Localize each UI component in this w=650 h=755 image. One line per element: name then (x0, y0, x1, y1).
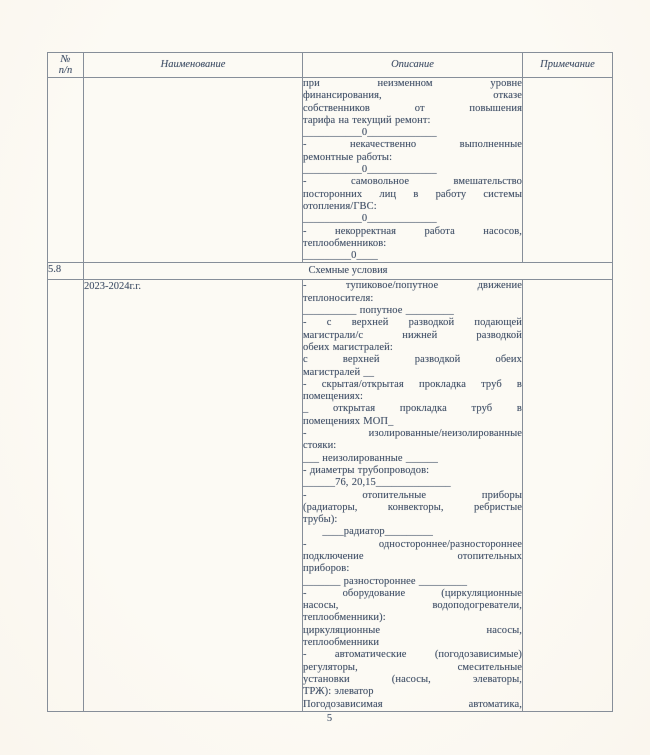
name-cell-empty (84, 78, 303, 263)
description-line: - оборудование (циркуляционные (303, 587, 522, 599)
description-line: ______76, 20,15______________ (303, 477, 451, 489)
description-line: приборов: (303, 563, 350, 575)
num-cell-empty (48, 280, 84, 711)
description-line: отопления/ГВС: (303, 200, 377, 212)
column-header-name: Наименование (84, 53, 303, 78)
description-line: магистралей __ (303, 366, 375, 378)
description-line: __________ попутное _________ (303, 305, 454, 317)
description-line: ___________0_____________ (303, 164, 437, 176)
description-line: обеих магистралей: (303, 341, 393, 353)
description-line: - некорректная работа насосов, (303, 225, 522, 237)
description-line: - с верхней разводкой подающей (303, 317, 522, 329)
description-line: финансирования, отказе (303, 90, 522, 102)
page-number: 5 (326, 713, 333, 724)
section-number: 5.8 (48, 263, 84, 280)
description-cell-block1 (303, 78, 523, 263)
column-header-num (48, 53, 84, 78)
description-line: Погодозависимая автоматика, (303, 698, 522, 710)
description-line: - изолированные/неизолированные (303, 428, 522, 440)
note-cell-empty (523, 78, 613, 263)
description-line: теплообменников: (303, 237, 387, 249)
description-line: стояки: (303, 440, 337, 452)
column-header-num-line1: № (60, 53, 71, 65)
description-line: ___________0_____________ (303, 127, 437, 139)
description-line: - диаметры трубопроводов: (303, 464, 430, 476)
description-line: _______ разностороннее _________ (303, 575, 468, 587)
description-line: теплообменники (303, 637, 380, 649)
description-cell-block2 (303, 280, 523, 711)
description-line: подключение отопительных (303, 550, 522, 562)
description-line: (радиаторы, конвекторы, ребристые (303, 501, 522, 513)
description-line: при неизменном уровне (303, 78, 522, 89)
description-line: установки (насосы, элеваторы, (303, 673, 522, 685)
table-row-continuation (48, 78, 613, 263)
description-line: циркуляционные насосы, (303, 624, 522, 636)
description-line: - отопительные приборы (303, 489, 522, 501)
table-header-row (48, 53, 613, 78)
description-line: ___ неизолированные ______ (303, 452, 438, 464)
description-line: тарифа на текущий ремонт: (303, 114, 431, 126)
description-line: помещениях МОП_ (303, 415, 394, 427)
table-row-years (48, 280, 613, 711)
note-cell-empty (523, 280, 613, 711)
description-line: теплообменники): (303, 612, 386, 624)
description-line: магистрали/с нижней разводкой (303, 329, 522, 341)
description-line: ремонтные работы: (303, 151, 393, 163)
description-line: - некачественно выполненные (303, 139, 522, 151)
description-line: - автоматические (погодозависимые) (303, 649, 522, 661)
description-line: трубы): (303, 514, 338, 526)
description-line: регуляторы, смесительные (303, 661, 522, 673)
description-line: с верхней разводкой обеих (303, 354, 522, 366)
description-line: ____радиатор_________ (303, 526, 433, 538)
conditions-table (47, 52, 613, 712)
section-title: Схемные условия (84, 263, 613, 280)
years-label: 2023-2024г.г. (84, 280, 303, 711)
column-header-description: Описание (303, 53, 523, 78)
description-line: _ открытая прокладка труб в (303, 403, 522, 415)
description-line: ТРЖ): элеватор (303, 686, 374, 698)
description-line: ___________0_____________ (303, 213, 437, 225)
description-line: - одностороннее/разностороннее (303, 538, 522, 550)
column-header-num-line2: п/п (58, 65, 73, 76)
table-row-section-5-8 (48, 263, 613, 280)
description-line: помещениях: (303, 391, 364, 403)
description-line: - самовольное вмешательство (303, 176, 522, 188)
description-line: - скрытая/открытая прокладка труб в (303, 378, 522, 390)
num-cell-empty (48, 78, 84, 263)
description-line: насосы, водоподогреватели, (303, 600, 522, 612)
description-line: теплоносителя: (303, 292, 374, 304)
description-line: посторонних лиц в работу системы (303, 188, 522, 200)
description-line: _________0____ (303, 250, 378, 262)
description-line: - тупиковое/попутное движение (303, 280, 522, 292)
description-line: собственников от повышения (303, 102, 522, 114)
column-header-note: Примечание (523, 53, 613, 78)
